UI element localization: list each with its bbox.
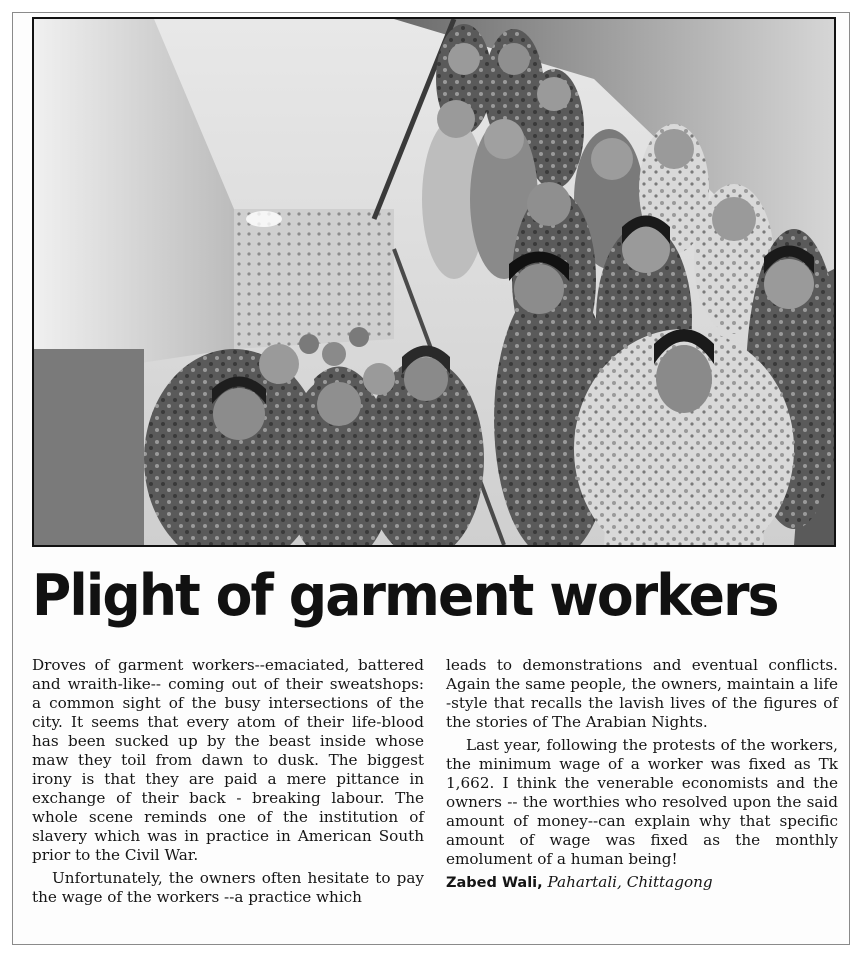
paragraph: Droves of garment workers--emaciated, battered and wraith-like-- coming out of their sweatshops: a common sight of the busy intersections of the city. It seems that every atom of their life-blood has been sucked up by the beast inside whose maw they toil from dawn to dusk. The biggest irony is that they are paid a mere pittance in exchange of their back - breaking labour. The whole scene reminds one of the institution of slavery which was in practice in American South prior to the Civil War. [32,656,424,864]
headline: Plight of garment workers [32,563,778,629]
left-column [32,656,424,907]
byline [446,873,838,893]
paragraph: Unfortunately, the owners often hesitate to pay the wage of the workers --a practice which [32,869,424,906]
right-column [446,656,838,893]
paragraph: Last year, following the protests of the workers, the minimum wage of a worker was fixed as Tk 1,662. I think the venerable economists and the owners -- the worthies who resolved upon the said amount of money--can explain why that specific amount of wage was fixed as the monthly emolument of a human being! [446,736,838,868]
byline-author: Zabed Wali, [446,875,543,891]
paragraph: leads to demonstrations and eventual conflicts. Again the same people, the owners, maintain a life -style that recalls the lavish lives of the figures of the stories of The Arabian Nights. [446,656,838,731]
article-photo [32,17,836,547]
newspaper-clipping [12,12,850,945]
byline-place: Pahartali, Chittagong [547,873,713,891]
garment-workers-on-staircase-photo [34,19,834,545]
